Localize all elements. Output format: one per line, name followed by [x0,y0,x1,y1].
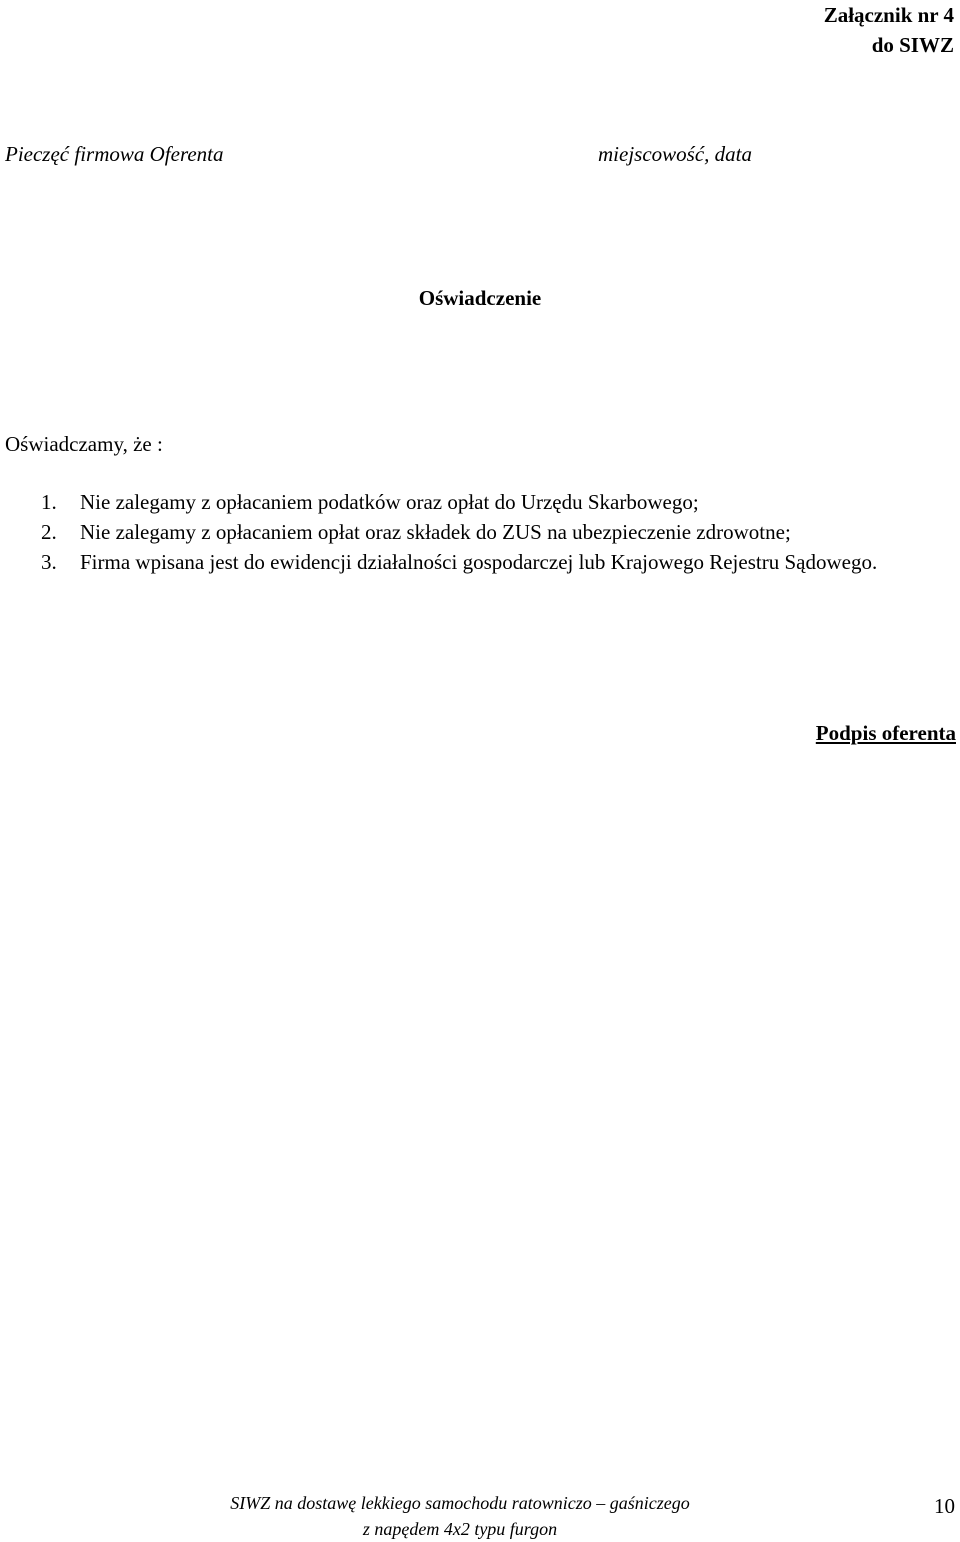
statement-text: Nie zalegamy z opłacaniem opłat oraz składek do ZUS na ubezpieczenie zdrowotne; [80,520,791,544]
statement-text: Nie zalegamy z opłacaniem podatków oraz opłat do Urzędu Skarbowego; [80,490,699,514]
attachment-line-1: Załącznik nr 4 [823,3,954,27]
footer-line-1: SIWZ na dostawę lekkiego samochodu ratowniczo – gaśniczego [230,1493,690,1513]
statement-item [0,487,960,517]
statement-number: 3. [41,550,57,574]
document-title: Oświadczenie [418,286,542,310]
intro-text: Oświadczamy, że : [5,432,163,456]
statement-number: 1. [41,490,57,514]
company-stamp-label: Pieczęć firmowa Oferenta [5,142,224,166]
statement-item [0,517,960,547]
signature-label: Podpis oferenta [815,721,956,745]
statement-text: Firma wpisana jest do ewidencji działalności gospodarczej lub Krajowego Rejestru Sądowego. [80,550,878,574]
page-footer [140,1490,780,1542]
statement-item [0,547,960,577]
attachment-label [824,0,954,60]
statement-number: 2. [41,520,57,544]
footer-line-2: z napędem 4x2 typu furgon [362,1519,558,1539]
place-date-label: miejscowość, data [598,142,752,166]
attachment-line-2: do SIWZ [871,33,954,57]
page-number: 10 [934,1494,955,1518]
statements-list [0,487,960,577]
